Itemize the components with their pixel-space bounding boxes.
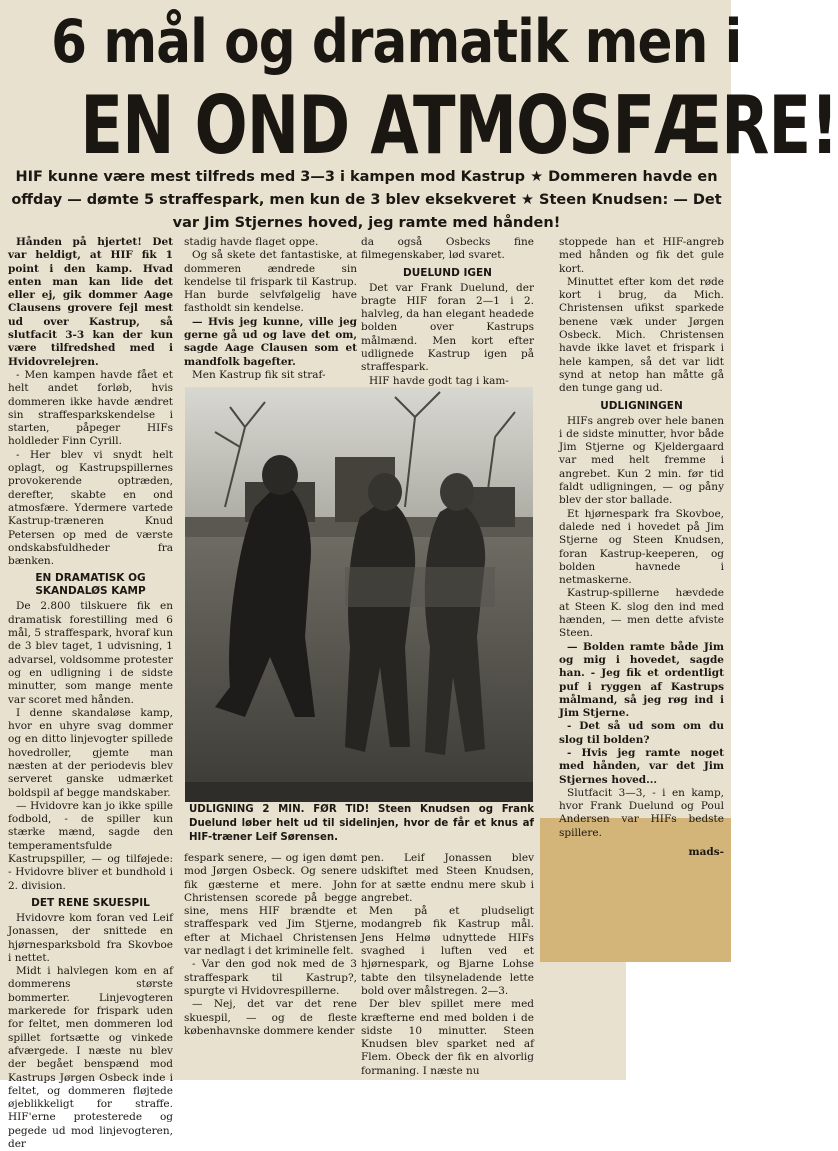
photo-caption: UDLIGNING 2 MIN. FØR TID! Steen Knudsen og Frank Duelund løber helt ud til sidelinjen, hvor de får et knus af HIF-træner Leif Sørensen. xyxy=(189,804,534,843)
paragraph: Kastrup-spillerne hævdede at Steen K. slog den ind med hænden, — men dette afviste Steen. xyxy=(559,587,724,640)
section-heading: EN DRAMATISK OG SKANDALØS KAMP xyxy=(35,572,146,598)
paragraph: Det var Frank Duelund, der bragte HIF foran 2—1 i 2. halvleg, da han elegant headede bolden over Kastrups målmænd. Men kort efter udlignede Kastrup igen på straffespark. xyxy=(361,281,534,374)
column-4 xyxy=(559,236,724,859)
paragraph: Midt i halvlegen kom en af dommerens største bommerter. Linjevogteren markerede for frispark uden for feltet, men dommeren lod spillet fortsætte og vinkede afværgede. I næste nu blev der begået benspænd mod Kastrups Jørgen Osbeck inde i feltet, og dommeren fløjtede øjeblikkeligt for straffe. HIF'erne protesterede og pegede ud mod linjevogteren, der xyxy=(8,965,173,1150)
section-heading: DUELUND IGEN xyxy=(403,266,492,279)
paragraph: — Hvidovre kan jo ikke spille fodbold, - de spiller kun stærke mænd, sagde den temperamentsfulde Kastrupspiller, — og tilføjede: - Hvidovre bliver et bundhold i 2. division. xyxy=(8,799,173,892)
column-2-top xyxy=(184,236,357,384)
paragraph: Minuttet efter kom det røde kort i brug, da Mich. Christensen ufikst sparkede benene væk under Jørgen Osbeck. Mich. Christensen havde ikke lavet et frispark i hele kampen, så det var lidt synd at netop han måtte gå den tunge gang ud. xyxy=(559,275,724,395)
paragraph: da også Osbecks fine filmegenskaber, lød svaret. xyxy=(361,236,534,262)
paragraph: Hvidovre kom foran ved Leif Jonassen, der snittede en hjørnesparksbold fra Skovboe i nettet. xyxy=(8,911,173,964)
paragraph: De 2.800 tilskuere fik en dramatisk forestilling med 6 mål, 5 straffespark, hvoraf kun de 3 blev taget, 1 udvisning, 1 advarsel, voldsomme protester og en udligning i de sidste minutter, som mange mente var scoret med hånden. xyxy=(8,600,173,706)
headline-line-2: EN OND ATMOSFÆRE! xyxy=(80,79,838,172)
paragraph: HIF havde godt tag i kam- xyxy=(369,374,509,387)
paragraph: - Men kampen havde fået et helt andet forløb, hvis dommeren ikke havde ændret sin straffesparkskendelse i starten, påpeger HIFs holdleder Finn Cyrill. xyxy=(8,368,173,448)
paragraph: — Hvis jeg kunne, ville jeg gerne gå ud og lave det om, sagde Aage Clausen som et mandfolk bagefter. xyxy=(184,315,357,368)
paragraph: — Bolden ramte både Jim og mig i hovedet, sagde han. - Jeg fik et ordentligt puf i ryggen af Kastrups målmand, så jeg røg ind i Jim Stjerne. xyxy=(559,640,724,720)
paragraph: fespark senere, — og igen dømt mod Jørgen Osbeck. Og senere fik gæsterne et mere. John Christensen scorede på begge sine, mens HIF brændte et straffespark ved Jim Stjerne, efter at Michael Christensen var nedlagt i det kriminelle felt. xyxy=(184,852,357,958)
column-3-top xyxy=(361,236,534,387)
paragraph: - Var den god nok med de 3 straffespark til Kastrup?, spurgte vi Hvidovrespillerne. xyxy=(184,958,357,997)
paragraph: Slutfacit 3—3, - i en kamp, hvor Frank Duelund og Poul Andersen var HIFs bedste spillere. xyxy=(559,786,724,839)
paragraph: Et hjørnespark fra Skovboe, dalede ned i hovedet på Jim Stjerne og Steen Knudsen, foran Kastrup-keeperen, og bolden havnede i netmaskerne. xyxy=(559,507,724,587)
paragraph: I denne skandaløse kamp, hvor en uhyre svag dommer og en ditto linjevogter spillede hovedroller, gjemte man næsten at der periodevis blev serveret ganske udmærket boldspil af begge mandskaber. xyxy=(8,706,173,799)
paragraph: Og så skete det fantastiske, at dommeren ændrede sin kendelse til frispark til Kastrup. Han burde selvfølgelig have fastholdt sin kendelse. xyxy=(184,249,357,315)
column-2-bottom xyxy=(184,852,357,1076)
blank-corner xyxy=(626,962,731,1080)
paragraph: stadig havde flaget oppe. xyxy=(184,236,319,248)
photo-illustration xyxy=(185,387,533,802)
paragraph: Hånden på hjertet! Det var heldigt, at HIF fik 1 point i den kamp. Hvad enten man kan lide det eller ej, gik dommer Aage Clausens grovere fejl mest ud over Kastrup, så slutfacit 3-3 kan der kun være tilfredshed med i Hvidovrelejren. xyxy=(8,236,173,368)
paragraph: stoppede han et HIF-angreb med hånden og fik det gule kort. xyxy=(559,236,724,275)
column-1 xyxy=(8,236,173,1150)
paragraph: - Her blev vi snydt helt oplagt, og Kastrupspillernes provokerende optræden, derefter, skabte en ond atmosfære. Ydermere vartede Kastrup-træneren Knud Petersen op med de værste ondskabsfuldheder fra bænken. xyxy=(8,448,173,568)
headline-line-1: 6 mål og dramatik men i xyxy=(51,7,742,77)
section-heading: UDLIGNINGEN xyxy=(600,399,683,412)
column-3-bottom xyxy=(361,852,534,1076)
paragraph: Men på et pludseligt modangreb fik Kastrup mål. Jens Helmø udnyttede HIFs svaghed i luften ved et hjørnespark, og Bjarne Lohse tabte den tilsyneladende lette bold over målstregen. 2—3. xyxy=(361,905,534,997)
section-heading: DET RENE SKUESPIL xyxy=(31,896,150,909)
byline-signature: mads- xyxy=(688,846,724,859)
paragraph: — Nej, det var det rene skuespil, — og de fleste københavnske dommere kender xyxy=(184,998,357,1037)
paragraph: Der blev spillet mere med kræfterne end med bolden i de sidste 10 minutter. Steen Knudsen blev sparket ned af Flem. Obeck der fik en alvorlig formaning. I næste nu xyxy=(361,998,534,1077)
paragraph: HIFs angreb over hele banen i de sidste minutter, hvor både Jim Stjerne og Kjeldergaard var med helt fremme i angrebet. Kun 2 min. før tid faldt udligningen, — og påny blev der stor ballade. xyxy=(559,414,724,507)
paragraph: - Det så ud som om du slog til bolden? xyxy=(559,720,724,746)
deck-subheadline: HIF kunne være mest tilfreds med 3—3 i kampen mod Kastrup ★ Dommeren havde en offday — dømte 5 straffespark, men kun de 3 blev eksekveret ★ Steen Knudsen: — Det var Jim Stjernes hoved, jeg ramte med hånden! xyxy=(11,169,722,231)
paragraph: - Hvis jeg ramte noget med hånden, var det Jim Stjernes hoved... xyxy=(559,746,724,786)
paragraph: pen. Leif Jonassen blev udskiftet med Steen Knudsen, for at sætte endnu mere skub i angrebet. xyxy=(361,852,534,904)
paragraph: Men Kastrup fik sit straf- xyxy=(192,368,326,381)
match-photo xyxy=(185,387,533,802)
